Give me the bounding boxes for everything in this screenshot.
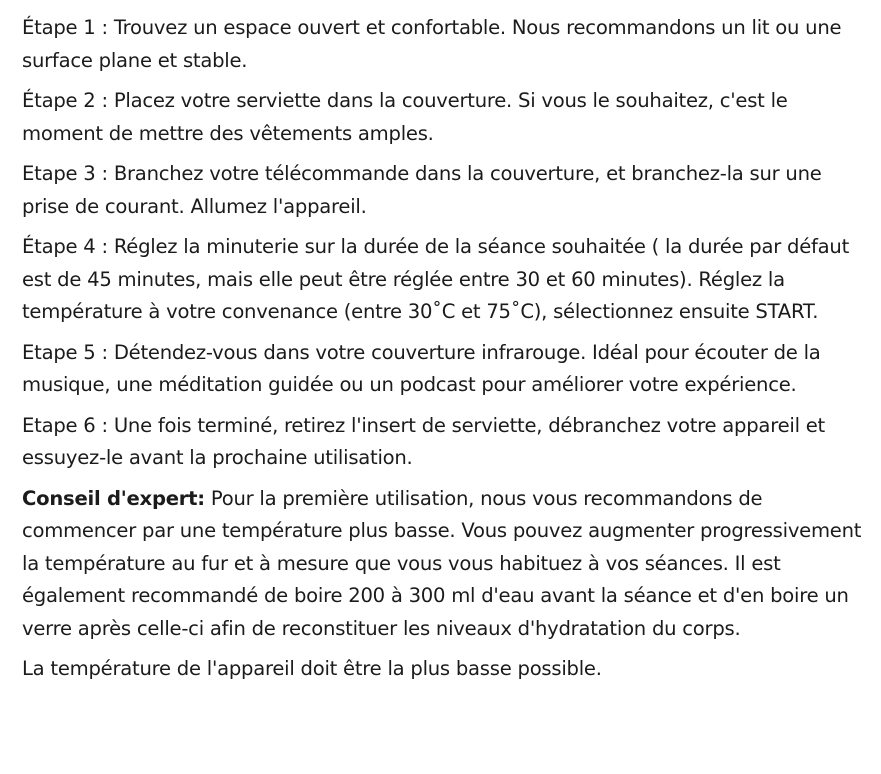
step-1: Étape 1 : Trouvez un espace ouvert et confortable. Nous recommandons un lit ou une surface plane et stable. bbox=[22, 16, 842, 72]
step-3: Etape 3 : Branchez votre télécommande dans la couverture, et branchez-la sur une prise de courant. Allumez l'appareil. bbox=[22, 162, 822, 218]
step-4: Étape 4 : Réglez la minuterie sur la durée de la séance souhaitée ( la durée par défaut est de 45 minutes, mais elle peut être réglée entre 30 et 60 minutes). Réglez la température à votre convenance (entre 30˚C et 75˚C), sélectionnez ensuite START. bbox=[22, 235, 850, 323]
expert-tip bbox=[22, 483, 871, 646]
expert-tip-text: Pour la première utilisation, nous vous recommandons de commencer par une température plus basse. Vous pouvez augmenter progressivement la température au fur et à mesure que vous vous habituez à vos séances. Il est également recommandé de boire 200 à 300 ml d'eau avant la séance et d'en boire un verre après celle-ci afin de reconstituer les niveaux d'hydratation du corps. bbox=[22, 486, 862, 640]
step-2: Étape 2 : Placez votre serviette dans la couverture. Si vous le souhaitez, c'est le moment de mettre des vêtements amples. bbox=[22, 89, 788, 145]
step-6: Etape 6 : Une fois terminé, retirez l'insert de serviette, débranchez votre appareil et essuyez-le avant la prochaine utilisation. bbox=[22, 413, 825, 469]
expert-tip-label: Conseil d'expert: bbox=[22, 486, 205, 510]
closing-note: La température de l'appareil doit être la plus basse possible. bbox=[22, 657, 602, 680]
step-5: Etape 5 : Détendez-vous dans votre couverture infrarouge. Idéal pour écouter de la musique, une méditation guidée ou un podcast pour améliorer votre expérience. bbox=[22, 340, 821, 396]
